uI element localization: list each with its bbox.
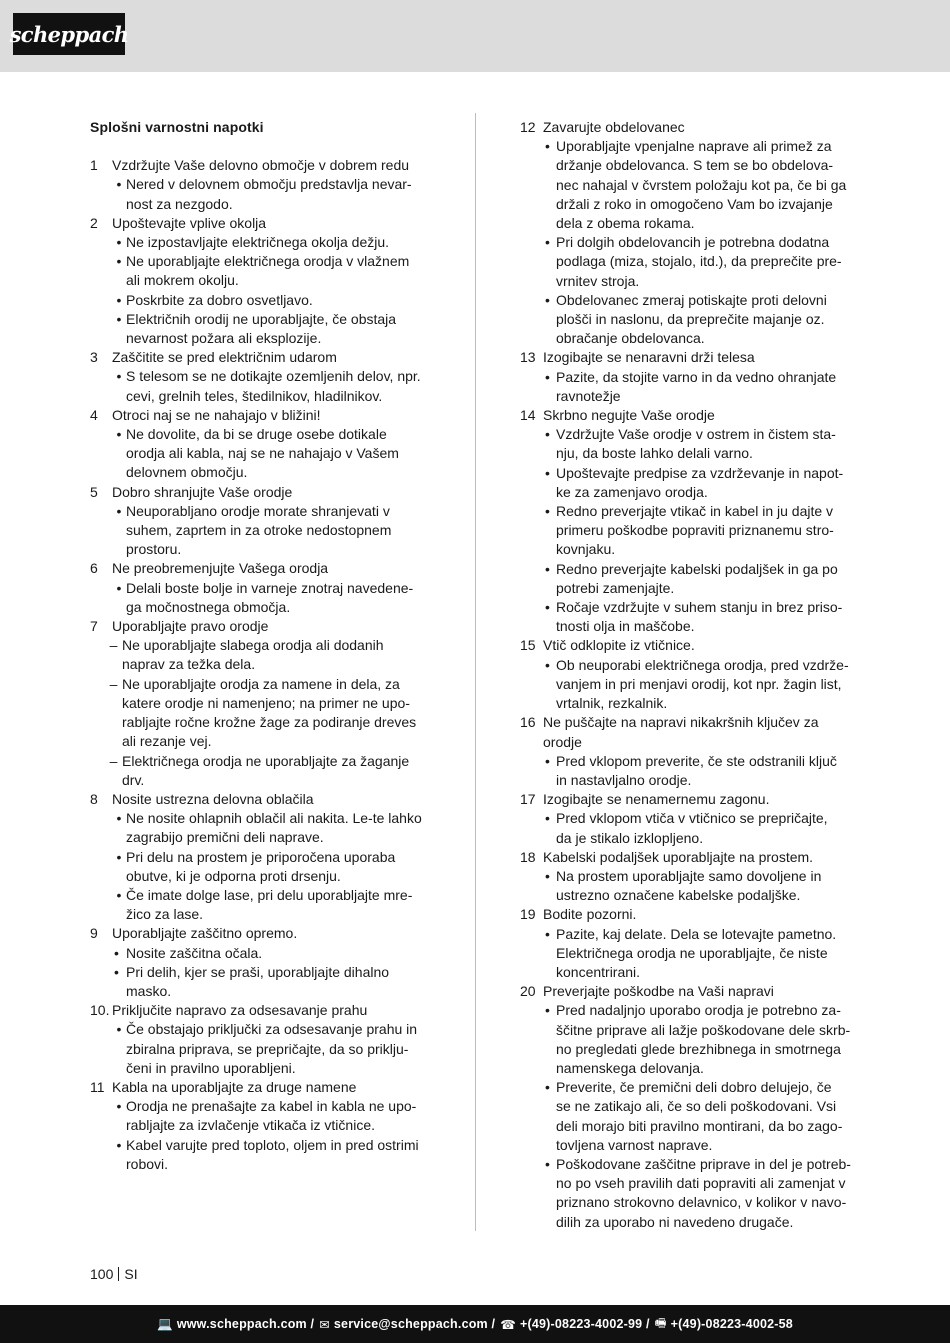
- safety-item-title: [90, 483, 430, 502]
- safety-sub-item: [90, 963, 430, 1001]
- footer-phone: +(49)-08223-4002-99 /: [520, 1317, 650, 1331]
- safety-sub-item: [520, 368, 860, 406]
- safety-item-title: [520, 848, 860, 867]
- safety-item: [90, 790, 430, 924]
- bullet-marker: •: [545, 234, 550, 251]
- sub-item-text: Ne uporabljajte slabega orodja ali dodanih naprav za težka dela.: [122, 637, 384, 673]
- bullet-marker: •: [116, 176, 122, 193]
- sub-item-text: Ne nosite ohlapnih oblačil ali nakita. Le-te lahko zagrabijo premični deli naprave.: [126, 810, 422, 846]
- sub-item-text: Ne uporabljajte električnega orodja v vlažnem ali mokrem okolju.: [126, 253, 410, 289]
- safety-item-title: [520, 713, 860, 751]
- sub-item-text: Nosite zaščitna očala.: [126, 944, 263, 961]
- bullet-marker: •: [116, 1021, 122, 1038]
- bullet-marker: •: [116, 310, 122, 327]
- safety-item: [520, 348, 860, 406]
- safety-list-left: [90, 156, 430, 1174]
- safety-list-right: [520, 118, 860, 1232]
- safety-item: [90, 156, 430, 214]
- bullet-marker: •: [545, 1155, 550, 1172]
- column-divider: [475, 113, 476, 1231]
- safety-item: [90, 1001, 430, 1078]
- sub-item-text: Delali boste bolje in varneje znotraj navedene- ga močnostnega območja.: [126, 579, 414, 615]
- safety-sub-item: [90, 809, 430, 847]
- safety-item-title: [90, 156, 430, 175]
- sub-item-text: Pred nadaljnjo uporabo orodja je potrebno za- ščitne priprave ali lažje poškodovane dele skrb- no pregledati glede brezhibnega in smotrnega namenskega delovanja.: [556, 1002, 851, 1076]
- item-number: 2: [90, 214, 98, 231]
- bullet-marker: •: [116, 253, 122, 270]
- safety-sub-item: [520, 656, 860, 714]
- sub-item-text: Ne izpostavljajte električnega okolja dežju.: [126, 234, 390, 251]
- bullet-marker: •: [545, 368, 550, 385]
- bullet-marker: •: [114, 963, 119, 980]
- item-number: 6: [90, 560, 98, 577]
- item-title-text: Izogibajte se nenaravni drži telesa: [543, 349, 755, 366]
- left-column: [90, 118, 430, 1174]
- bullet-marker: •: [116, 848, 122, 865]
- bullet-marker: •: [545, 1079, 550, 1096]
- page-number: [90, 1265, 138, 1283]
- sub-item-text: Pazite, da stojite varno in da vedno ohranjate ravnotežje: [556, 368, 837, 404]
- safety-sub-item: [520, 1155, 860, 1232]
- safety-sub-item: [90, 944, 430, 963]
- item-title-text: Skrbno negujte Vaše orodje: [543, 407, 715, 424]
- safety-item: [520, 848, 860, 906]
- dash-marker: –: [109, 752, 118, 769]
- bullet-marker: •: [545, 138, 550, 155]
- bullet-marker: •: [545, 656, 550, 673]
- safety-sub-item: [90, 175, 430, 213]
- sub-item-text: S telesom se ne dotikajte ozemljenih delov, npr. cevi, grelnih teles, štedilnikov, hladilnikov.: [126, 368, 421, 404]
- sub-item-text: Upoštevajte predpise za vzdrževanje in napot- ke za zamenjavo orodja.: [556, 464, 844, 500]
- item-title-text: Zaščitite se pred električnim udarom: [112, 349, 337, 366]
- item-title-text: Upoštevajte vplive okolja: [112, 214, 267, 231]
- page-number-value: 100: [90, 1266, 114, 1282]
- phone-icon: ☎: [500, 1317, 516, 1332]
- safety-item: [520, 713, 860, 790]
- safety-item: [520, 905, 860, 982]
- item-number: 5: [90, 483, 98, 500]
- safety-item-title: [520, 118, 860, 137]
- mail-icon: ✉: [319, 1317, 330, 1332]
- safety-item: [520, 790, 860, 848]
- safety-item-title: [90, 559, 430, 578]
- item-title-text: Zavarujte obdelovanec: [543, 119, 685, 135]
- bullet-marker: •: [545, 291, 550, 308]
- sub-item-text: Preverite, če premični deli dobro delujejo, če se ne zatikajo ali, če so deli poškodovani. Vsi deli morajo biti pravilno montirani, da bo zago- tovljena varnost naprave.: [556, 1079, 843, 1153]
- sub-item-text: Če obstajajo priključki za odsesavanje prahu in zbiralna priprava, se prepričajte, da so priklju- čeni in pravilno uporabljeni.: [126, 1021, 418, 1076]
- safety-sub-item: [90, 425, 430, 483]
- item-title-text: Nosite ustrezna delovna oblačila: [112, 790, 314, 807]
- item-number: 17: [520, 791, 536, 808]
- item-number: 11: [90, 1078, 105, 1095]
- safety-item-title: [520, 982, 860, 1001]
- sub-item-text: Električnega orodja ne uporabljajte za žaganje drv.: [122, 752, 410, 788]
- safety-item-title: [90, 617, 430, 636]
- safety-sub-item: [90, 233, 430, 252]
- sub-item-text: Ob neuporabi električnega orodja, pred vzdrže- vanjem in pri menjavi orodij, kot npr. žagin list, vrtalnik, rezkalnik.: [556, 656, 849, 712]
- fax-icon: 🖷: [654, 1315, 667, 1330]
- safety-sub-item: [520, 598, 860, 636]
- safety-item: [90, 214, 430, 348]
- safety-item: [90, 406, 430, 483]
- item-number: 18: [520, 848, 536, 865]
- safety-sub-item: [520, 425, 860, 463]
- right-column: [520, 118, 860, 1232]
- safety-item-title: [520, 790, 860, 809]
- safety-sub-item: [520, 233, 860, 291]
- item-number: 13: [520, 349, 536, 366]
- header-band: [0, 0, 950, 72]
- safety-item-title: [90, 348, 430, 367]
- sub-item-text: Orodja ne prenašajte za kabel in kabla ne upo- rabljajte za izvlačenje vtikača iz vtičnice.: [126, 1098, 417, 1134]
- sub-item-text: Ročaje vzdržujte v suhem stanju in brez priso- tnosti olja in maščobe.: [556, 599, 843, 635]
- bullet-marker: •: [116, 291, 122, 308]
- sub-item-text: Redno preverjajte kabelski podaljšek in ga po potrebi zamenjajte.: [556, 560, 838, 596]
- bullet-marker: •: [545, 867, 550, 884]
- item-number: 16: [520, 714, 536, 731]
- safety-item: [90, 924, 430, 1001]
- bullet-marker: •: [545, 426, 550, 443]
- sub-item-text: Električnih orodij ne uporabljajte, če obstaja nevarnost požara ali eksplozije.: [126, 310, 397, 347]
- sub-item-text: Pri dolgih obdelovancih je potrebna dodatna podlaga (miza, stojalo, itd.), da preprečite pre- vrnitev stroja.: [556, 234, 842, 289]
- footer-fax: +(49)-08223-4002-58: [670, 1317, 793, 1331]
- safety-sub-item: [520, 464, 860, 502]
- safety-item-title: [520, 348, 860, 367]
- safety-sub-item: [90, 1097, 430, 1135]
- item-title-text: Otroci naj se ne nahajajo v bližini!: [112, 406, 321, 423]
- sub-item-text: Pred vklopom vtiča v vtičnico se prepričajte, da je stikalo izklopljeno.: [556, 810, 828, 846]
- sub-item-text: Nered v delovnem območju predstavlja nevar- nost za nezgodo.: [126, 176, 412, 212]
- sub-item-text: Pri delu na prostem je priporočena uporaba obutve, ki je odporna proti drsenju.: [126, 848, 396, 884]
- item-number: 10.: [90, 1002, 110, 1019]
- safety-sub-item: [520, 925, 860, 983]
- sub-item-text: Uporabljajte vpenjalne naprave ali primež za držanje obdelovanca. S tem se bo obdelova- nec nahajal v čvrstem položaju kot pa, če bi ga držali z roko in omogočeno Vam bo izvajanje dela z obema rokama.: [556, 138, 847, 232]
- item-title-text: Dobro shranjujte Vaše orodje: [112, 483, 293, 500]
- logo-wordmark: [9, 17, 129, 51]
- bullet-marker: •: [114, 944, 119, 961]
- sub-item-text: Ne uporabljajte orodja za namene in dela, za katere orodje ni namenjeno; na primer ne upo- rabljajte ročne krožne žage za podiranje dreves ali rezanje vej.: [122, 675, 417, 750]
- safety-sub-item: [90, 848, 430, 886]
- sub-item-text: Poskrbite za dobro osvetljavo.: [126, 291, 313, 308]
- item-number: 19: [520, 906, 536, 923]
- safety-sub-item: [520, 502, 860, 560]
- safety-sub-item: [90, 367, 430, 405]
- safety-item: [520, 406, 860, 636]
- item-title-text: Uporabljajte zaščitno opremo.: [112, 925, 298, 942]
- sub-item-text: Na prostem uporabljajte samo dovoljene in ustrezno označene kabelske podaljške.: [556, 867, 822, 904]
- item-number: 4: [90, 406, 98, 423]
- page-separator: [118, 1267, 119, 1281]
- bullet-marker: •: [116, 1136, 122, 1153]
- sub-item-text: Če imate dolge lase, pri delu uporabljajte mre- žico za lase.: [126, 886, 413, 923]
- laptop-icon: 💻: [157, 1316, 173, 1331]
- bullet-marker: •: [545, 925, 550, 942]
- page-heading: Splošni varnostni napotki: [90, 119, 264, 135]
- item-title-text: Uporabljajte pravo orodje: [112, 618, 269, 635]
- safety-item: [520, 636, 860, 713]
- safety-item: [90, 559, 430, 617]
- contact-footer: [0, 1305, 950, 1343]
- bullet-marker: •: [116, 502, 122, 519]
- item-number: 15: [520, 637, 536, 654]
- bullet-marker: •: [116, 1098, 122, 1115]
- safety-sub-item: [90, 252, 430, 290]
- bullet-marker: •: [116, 810, 122, 827]
- safety-item-title: [90, 924, 430, 943]
- bullet-marker: •: [116, 886, 122, 903]
- svg-text:scheppach: scheppach: [9, 22, 129, 47]
- sub-item-text: Neuporabljano orodje morate shranjevati v suhem, zaprtem in za otroke nedostopnem prostoru.: [126, 502, 392, 558]
- dash-marker: –: [109, 675, 118, 692]
- safety-item: [90, 617, 430, 790]
- item-number: 1: [90, 157, 98, 174]
- bullet-marker: •: [545, 752, 550, 769]
- footer-website[interactable]: www.scheppach.com /: [176, 1317, 315, 1331]
- sub-item-text: Poškodovane zaščitne priprave in del je potreb- no po vseh pravilih dati popraviti ali zamenjat v priznano strokovno delavnico, v kolikor v navo- dilih za uporabo ni navedeno drugače.: [556, 1155, 851, 1230]
- footer-email[interactable]: service@scheppach.com /: [333, 1317, 496, 1331]
- safety-sub-item: [90, 636, 430, 674]
- safety-item-title: [90, 1001, 430, 1020]
- item-title-text: Ne puščajte na napravi nikakršnih ključev za orodje: [543, 714, 819, 750]
- safety-sub-item: [520, 560, 860, 598]
- safety-item-title: [520, 406, 860, 425]
- safety-sub-item: [90, 502, 430, 560]
- item-number: 8: [90, 790, 98, 807]
- safety-sub-item: [90, 1136, 430, 1174]
- sub-item-text: Pri delih, kjer se praši, uporabljajte dihalno masko.: [126, 963, 390, 999]
- safety-sub-item: [520, 137, 860, 233]
- safety-item: [520, 118, 860, 348]
- item-title-text: Kabelski podaljšek uporabljajte na prostem.: [543, 848, 814, 865]
- dash-marker: –: [109, 637, 118, 654]
- bullet-marker: •: [545, 810, 550, 827]
- sub-item-text: Pred vklopom preverite, če ste odstranili ključ in nastavljalno orodje.: [556, 752, 837, 788]
- bullet-marker: •: [545, 503, 550, 520]
- safety-item: [520, 982, 860, 1232]
- item-number: 20: [520, 983, 536, 1000]
- safety-item: [90, 348, 430, 406]
- safety-item-title: [90, 1078, 430, 1097]
- item-title-text: Priključite napravo za odsesavanje prahu: [112, 1002, 368, 1019]
- item-number: 14: [520, 407, 536, 424]
- safety-item-title: [90, 406, 430, 425]
- sub-item-text: Ne dovolite, da bi se druge osebe dotikale orodja ali kabla, naj se ne nahajajo v Vašem delovnem območju.: [126, 426, 399, 481]
- page-language: SI: [124, 1266, 138, 1282]
- safety-sub-item: [520, 809, 860, 847]
- safety-sub-item: [90, 752, 430, 790]
- safety-sub-item: [90, 675, 430, 752]
- item-title-text: Vzdržujte Vaše delovno območje v dobrem redu: [112, 157, 410, 174]
- item-number: 3: [90, 349, 98, 366]
- safety-sub-item: [520, 1078, 860, 1155]
- item-title-text: Izogibajte se nenamernemu zagonu.: [543, 791, 770, 808]
- bullet-marker: •: [116, 579, 122, 596]
- item-title-text: Ne preobremenjujte Vašega orodja: [112, 560, 329, 577]
- safety-sub-item: [520, 752, 860, 790]
- safety-item-title: [90, 214, 430, 233]
- safety-sub-item: [90, 579, 430, 617]
- safety-sub-item: [520, 867, 860, 905]
- item-number: 9: [90, 925, 98, 942]
- sub-item-text: Redno preverjajte vtikač in kabel in ju dajte v primeru poškodbe popraviti priznanemu stro- kovnjaku.: [556, 503, 834, 558]
- safety-sub-item: [90, 291, 430, 310]
- scheppach-logo: [9, 13, 129, 55]
- sub-item-text: Obdelovanec zmeraj potiskajte proti delovni plošči in naslonu, da preprečite majanje oz. obračanje obdelovanca.: [556, 291, 827, 347]
- safety-item: [90, 483, 430, 560]
- safety-item-title: [90, 790, 430, 809]
- bullet-marker: •: [116, 234, 122, 251]
- safety-item: [90, 1078, 430, 1174]
- bullet-marker: •: [545, 560, 550, 577]
- sub-item-text: Vzdržujte Vaše orodje v ostrem in čistem sta- nju, da boste lahko delali varno.: [556, 426, 836, 462]
- safety-sub-item: [520, 1001, 860, 1078]
- sub-item-text: Pazite, kaj delate. Dela se lotevajte pametno. Električnega orodja ne uporabljajte, če niste koncentrirani.: [556, 925, 837, 980]
- item-title-text: Kabla na uporabljajte za druge namene: [112, 1078, 357, 1095]
- safety-item-title: [520, 905, 860, 924]
- safety-sub-item: [90, 310, 430, 348]
- bullet-marker: •: [545, 464, 550, 481]
- safety-sub-item: [90, 1020, 430, 1078]
- bullet-marker: •: [545, 599, 550, 616]
- item-title-text: Vtič odklopite iz vtičnice.: [543, 637, 695, 654]
- item-title-text: Preverjajte poškodbe na Vaši napravi: [543, 983, 774, 1000]
- safety-sub-item: [90, 886, 430, 924]
- bullet-marker: •: [116, 426, 122, 443]
- item-number: 12: [520, 119, 536, 135]
- safety-item-title: [520, 636, 860, 655]
- bullet-marker: •: [545, 1002, 550, 1019]
- safety-sub-item: [520, 291, 860, 349]
- item-number: 7: [90, 618, 98, 635]
- bullet-marker: •: [116, 368, 122, 385]
- item-title-text: Bodite pozorni.: [543, 906, 637, 923]
- sub-item-text: Kabel varujte pred toploto, oljem in pred ostrimi robovi.: [126, 1136, 419, 1172]
